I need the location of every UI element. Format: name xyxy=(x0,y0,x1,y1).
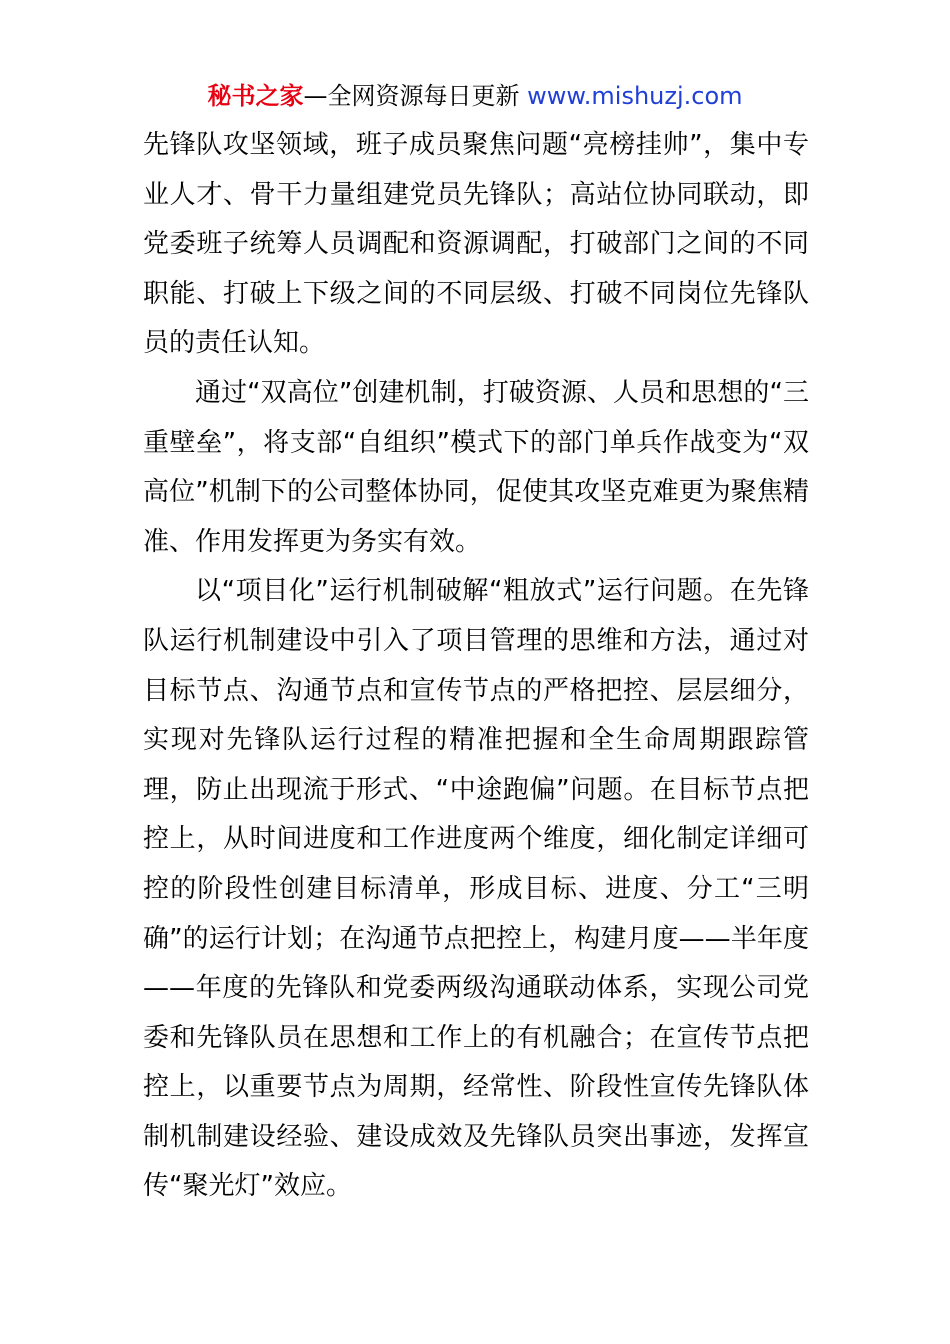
header-tagline: —全网资源每日更新 xyxy=(303,82,528,110)
header-url-link[interactable]: www.mishuzj.com xyxy=(527,82,743,110)
brand-name: 秘书之家 xyxy=(207,82,304,110)
paragraph-continued: 先锋队攻坚领域，班子成员聚焦问题“亮榜挂帅”，集中专业人才、骨干力量组建党员先锋队；高站位协同联动，即党委班子统筹人员调配和资源调配，打破部门之间的不同职能、打破上下级之间的不同层级、打破不同岗位先锋队员的责任认知。 xyxy=(143,130,809,359)
document-body xyxy=(143,121,809,1212)
paragraph: 通过“双高位”创建机制，打破资源、人员和思想的“三重壁垒”，将支部“自组织”模式下的部门单兵作战变为“双高位”机制下的公司整体协同，促使其攻坚克难更为聚焦精准、作用发挥更为务实有效。 xyxy=(143,377,809,557)
paragraph: 以“项目化”运行机制破解“粗放式”运行问题。在先锋队运行机制建设中引入了项目管理的思维和方法，通过对目标节点、沟通节点和宣传节点的严格把控、层层细分，实现对先锋队运行过程的精准把握和全生命周期跟踪管理，防止出现流于形式、“中途跑偏”问题。在目标节点把控上，从时间进度和工作进度两个维度，细化制定详细可控的阶段性创建目标清单，形成目标、进度、分工“三明确”的运行计划；在沟通节点把控上，构建月度——半年度——年度的先锋队和党委两级沟通联动体系，实现公司党委和先锋队员在思想和工作上的有机融合；在宣传节点把控上，以重要节点为周期，经常性、阶段性宣传先锋队体制机制建设经验、建设成效及先锋队员突出事迹，发挥宣传“聚光灯”效应。 xyxy=(143,576,809,1202)
watermark-header xyxy=(0,80,950,112)
